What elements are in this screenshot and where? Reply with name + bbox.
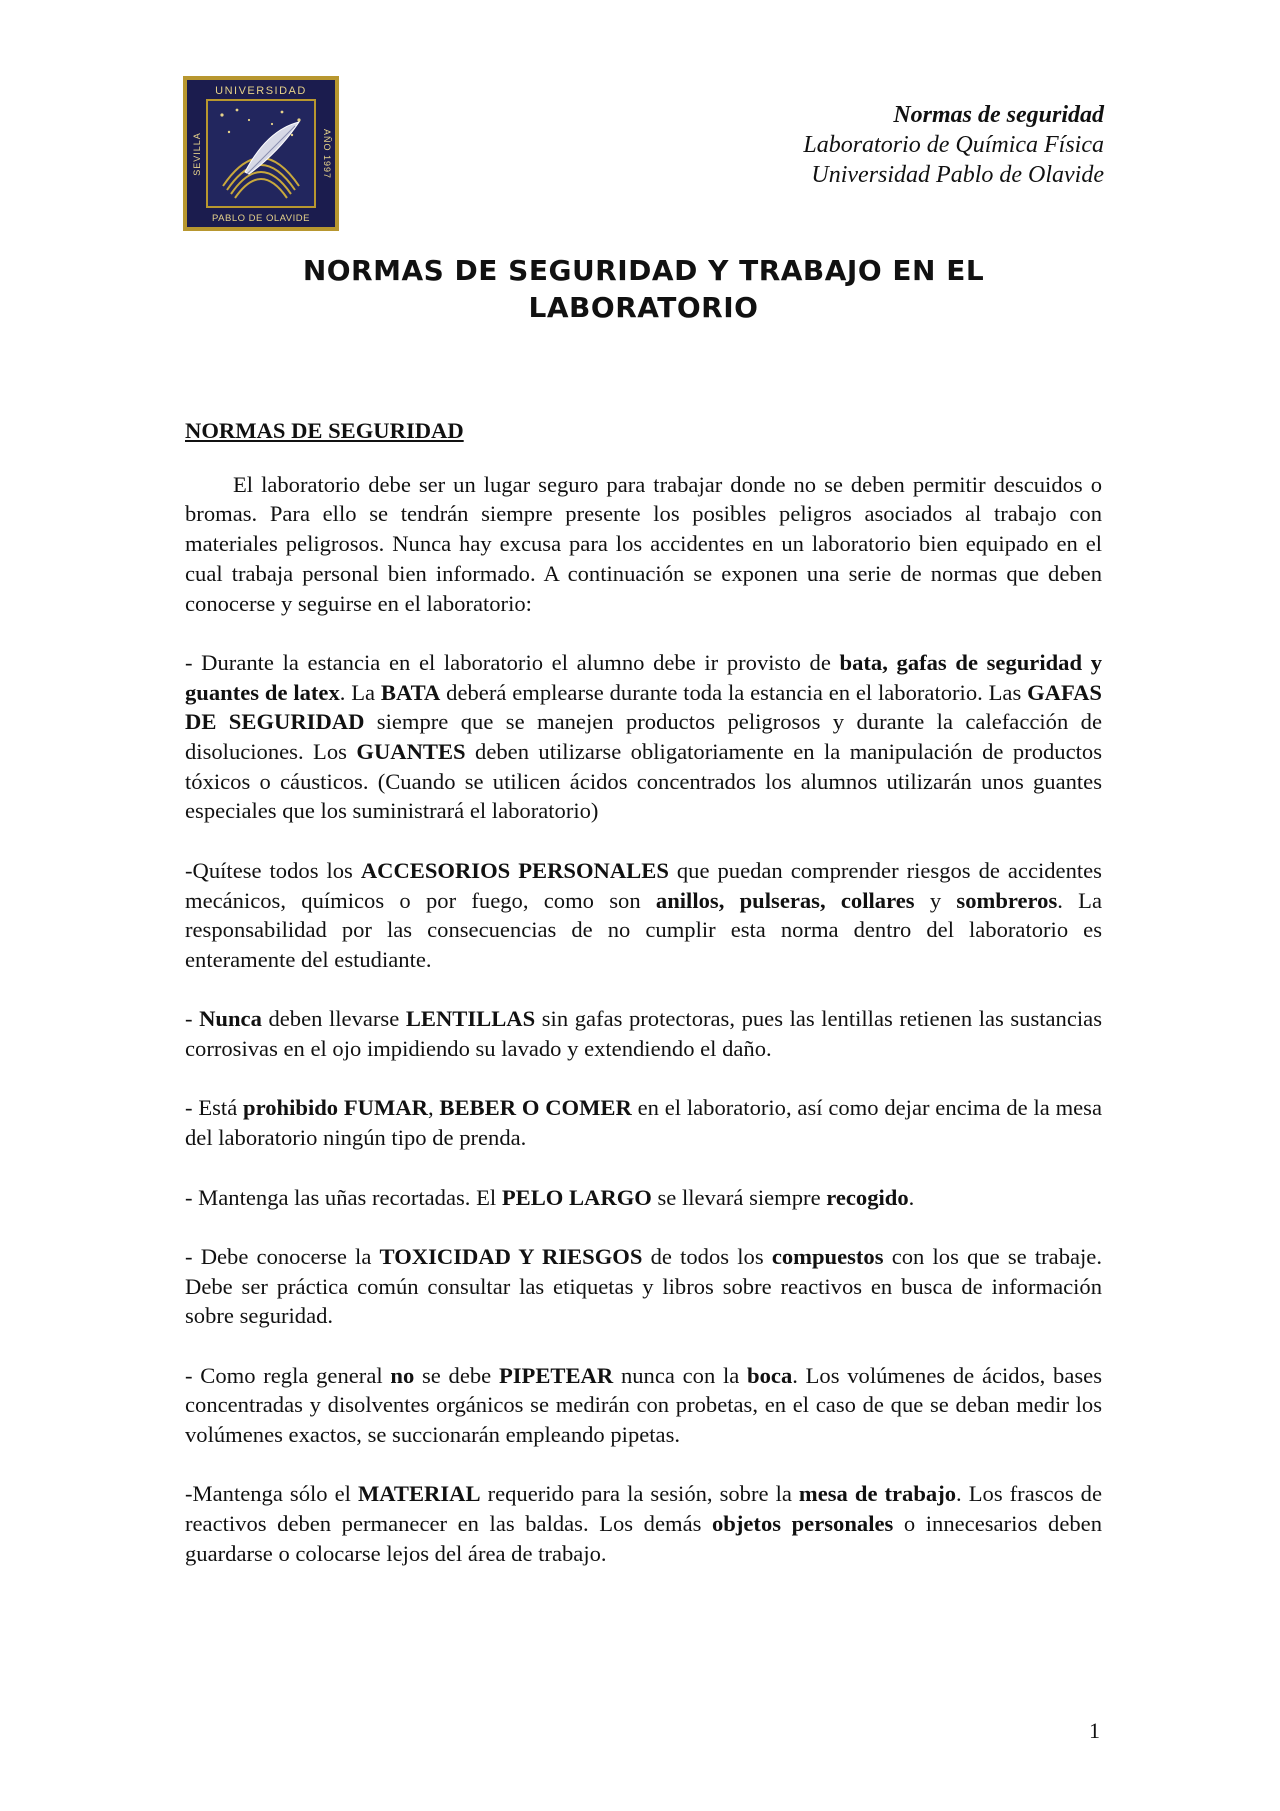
text-run: . Los volúmenes de ácidos, bases concentradas y disolventes orgánicos se medirán con probetas, en el caso de que se deban medir los volúmenes exactos, se succionarán empleando pipetas. — [185, 1362, 1102, 1448]
text-run: en el laboratorio, así como dejar encima de la mesa del laboratorio ningún tipo de prenda. — [185, 1095, 1102, 1151]
text-run: El laboratorio debe ser un lugar seguro para trabajar donde no se deben permitir descuidos o bromas. Para ello se tendrán siempre presente los posibles peligros asociados al trabajo con materiales peligrosos. Nunca hay excusa para los accidentes en un laboratorio bien equipado en el cual trabaja personal bien informado. A continuación se exponen una serie de normas que deben conocerse y seguirse en el laboratorio: — [185, 471, 1102, 616]
bold-text: recogido — [826, 1184, 909, 1210]
text-run: - Durante la estancia en el laboratorio el alumno debe ir provisto de — [185, 649, 840, 675]
text-run: que puedan comprender riesgos de accidentes mecánicos, químicos o por fuego, como son — [185, 857, 1102, 913]
bold-text: boca — [747, 1362, 793, 1388]
bold-text: BATA — [380, 679, 441, 705]
text-run: deben llevarse — [261, 1006, 406, 1032]
logo-right-text: AÑO 1997 — [322, 128, 332, 180]
bold-text: sombreros — [956, 887, 1058, 913]
bold-text: LENTILLAS — [405, 1006, 536, 1032]
paragraph — [185, 1361, 1102, 1450]
bold-text: PELO LARGO — [501, 1184, 652, 1210]
document-header — [803, 100, 1104, 190]
text-run: con los que se trabaje. Debe ser práctica común consultar las etiquetas y libros sobre reactivos en busca de información sobre seguridad. — [185, 1243, 1102, 1329]
text-run: - Como regla general — [185, 1362, 391, 1388]
university-seal-icon — [187, 80, 335, 227]
text-run: -Mantenga sólo el — [185, 1481, 358, 1507]
paragraph — [185, 1004, 1102, 1063]
paragraph — [185, 856, 1102, 975]
text-run: . La — [339, 679, 381, 705]
text-run: deben utilizarse obligatoriamente en la manipulación de productos tóxicos o cáusticos. (Cuando se utilicen ácidos concentrados los alumnos utilizarán unos guantes especiales que los suministrará el laboratorio) — [185, 739, 1102, 824]
bold-text: ACCESORIOS PERSONALES — [360, 857, 669, 883]
logo-bottom-text: PABLO DE OLAVIDE — [212, 213, 310, 224]
page-number: 1 — [1089, 1718, 1100, 1743]
university-logo — [183, 76, 339, 231]
header-department: Laboratorio de Química Física — [803, 132, 1104, 158]
logo-left-text: SEVILLA — [192, 132, 202, 176]
text-run: . — [908, 1184, 915, 1210]
bold-text: GUANTES — [356, 739, 466, 765]
bold-text: GAFAS DE SEGURIDAD — [185, 679, 1102, 735]
bold-text: PIPETEAR — [498, 1362, 614, 1388]
bold-text: compuestos — [771, 1243, 884, 1269]
title-line-1: NORMAS DE SEGURIDAD Y TRABAJO EN EL — [302, 254, 985, 287]
bold-text: BEBER O COMER — [439, 1095, 632, 1121]
header-document-name: Normas de seguridad — [893, 102, 1104, 128]
logo-top-text: UNIVERSIDAD — [215, 85, 307, 97]
paragraph — [185, 1242, 1102, 1331]
text-run: - Mantenga las uñas recortadas. El — [185, 1184, 502, 1210]
paragraph — [185, 648, 1102, 826]
bold-text: TOXICIDAD Y RIESGOS — [379, 1243, 643, 1269]
text-run: o innecesarios deben guardarse o colocarse lejos del área de trabajo. — [185, 1511, 1102, 1566]
text-run: deberá emplearse durante toda la estancia en el laboratorio. Las — [440, 679, 1028, 705]
paragraph — [185, 1479, 1102, 1568]
text-run: y — [914, 887, 957, 913]
text-run: . La responsabilidad por las consecuencias de no cumplir esta norma dentro del laboratorio es enteramente del estudiante. — [185, 887, 1103, 972]
text-run: - Está — [185, 1095, 244, 1121]
text-run: - — [185, 1006, 200, 1032]
paragraph — [185, 1093, 1102, 1152]
text-run: de todos los — [642, 1243, 772, 1269]
bold-text: no — [390, 1362, 415, 1388]
bold-text: mesa de trabajo — [798, 1481, 957, 1507]
section-heading: NORMAS DE SEGURIDAD — [185, 418, 464, 443]
bold-text: anillos, pulseras, collares — [655, 887, 915, 913]
paragraph — [185, 1183, 1102, 1213]
text-run: . Los frascos de reactivos deben permanecer en las baldas. Los demás — [185, 1481, 1102, 1537]
paragraph — [185, 470, 1102, 619]
paragraph-list — [185, 470, 1102, 1569]
text-run: nunca con la — [613, 1362, 748, 1388]
bold-text: objetos personales — [712, 1511, 894, 1537]
text-run: se llevará siempre — [651, 1184, 827, 1210]
document-body — [185, 416, 1102, 1598]
title-line-2: LABORATORIO — [528, 291, 759, 324]
text-run: - Debe conocerse la — [185, 1243, 380, 1269]
bold-text: Nunca — [199, 1006, 262, 1032]
bold-text: bata, gafas de seguridad y guantes de latex — [185, 649, 1102, 705]
text-run: requerido para la sesión, sobre la — [480, 1481, 799, 1507]
text-run: , — [427, 1095, 440, 1121]
bold-text: MATERIAL — [357, 1481, 481, 1507]
header-university: Universidad Pablo de Olavide — [811, 162, 1104, 188]
page-title — [183, 252, 1104, 326]
text-run: -Quítese todos los — [185, 857, 361, 883]
text-run: siempre que se manejen productos peligrosos y durante la calefacción de disoluciones. Los — [185, 709, 1102, 765]
text-run: sin gafas protectoras, pues las lentillas retienen las sustancias corrosivas en el ojo impidiendo su lavado y extendiendo el daño. — [185, 1006, 1102, 1062]
text-run: se debe — [414, 1362, 499, 1388]
bold-text: prohibido FUMAR — [243, 1095, 428, 1121]
